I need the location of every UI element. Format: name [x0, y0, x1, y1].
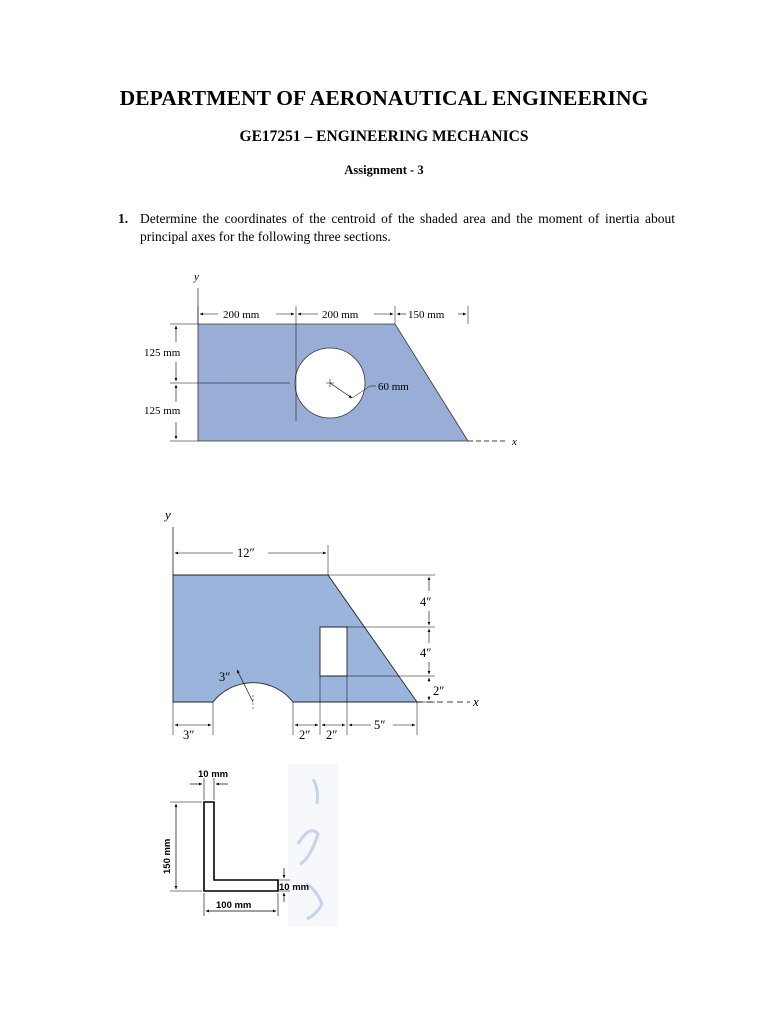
dim-10mm-top: 10 mm [198, 769, 229, 780]
dim-2in-bottom: 2″ [433, 684, 445, 698]
dim-100mm: 100 mm [216, 900, 252, 911]
axis-x-label: x [512, 436, 517, 448]
dim-4in-mid: 4″ [420, 646, 432, 660]
dim-150mm: 150 mm [162, 838, 173, 874]
assignment-title: Assignment - 3 [344, 163, 424, 177]
axis-y-label: y [165, 507, 171, 522]
dim-2in-a: 2″ [299, 728, 311, 742]
course-title: GE17251 – ENGINEERING MECHANICS [239, 128, 529, 145]
dim-4in-top: 4″ [420, 595, 432, 609]
dim-radius-3in: 3″ [219, 670, 231, 684]
dim-10mm-flange: 10 mm [279, 882, 310, 893]
dim-125mm-top: 125 mm [144, 347, 181, 359]
dim-12in: 12″ [237, 546, 255, 560]
figure-1-trapezoid-with-hole [130, 266, 550, 462]
figure-2-section-with-cutouts [145, 505, 515, 745]
shaded-area [173, 575, 417, 702]
dim-125mm-bottom: 125 mm [144, 405, 181, 417]
l-section [204, 802, 278, 891]
dim-200mm-b: 200 mm [322, 309, 359, 321]
dim-200mm-a: 200 mm [223, 309, 260, 321]
department-title: DEPARTMENT OF AERONAUTICAL ENGINEERING [119, 86, 649, 110]
dim-2in-b: 2″ [326, 728, 338, 742]
shaded-area [198, 324, 468, 441]
figure-3-angle-section [138, 764, 338, 926]
question-text: Determine the coordinates of the centroid of the shaded area and the moment of inertia about principal axes for the following three sections. [140, 211, 675, 244]
axis-y-label: y [194, 271, 199, 283]
dim-150mm: 150 mm [408, 309, 445, 321]
dim-5in: 5″ [374, 718, 386, 732]
question-number: 1. [118, 211, 129, 226]
dim-radius-60mm: 60 mm [378, 381, 409, 393]
dim-3in-left: 3″ [183, 728, 195, 742]
axis-x-label: x [473, 694, 479, 709]
